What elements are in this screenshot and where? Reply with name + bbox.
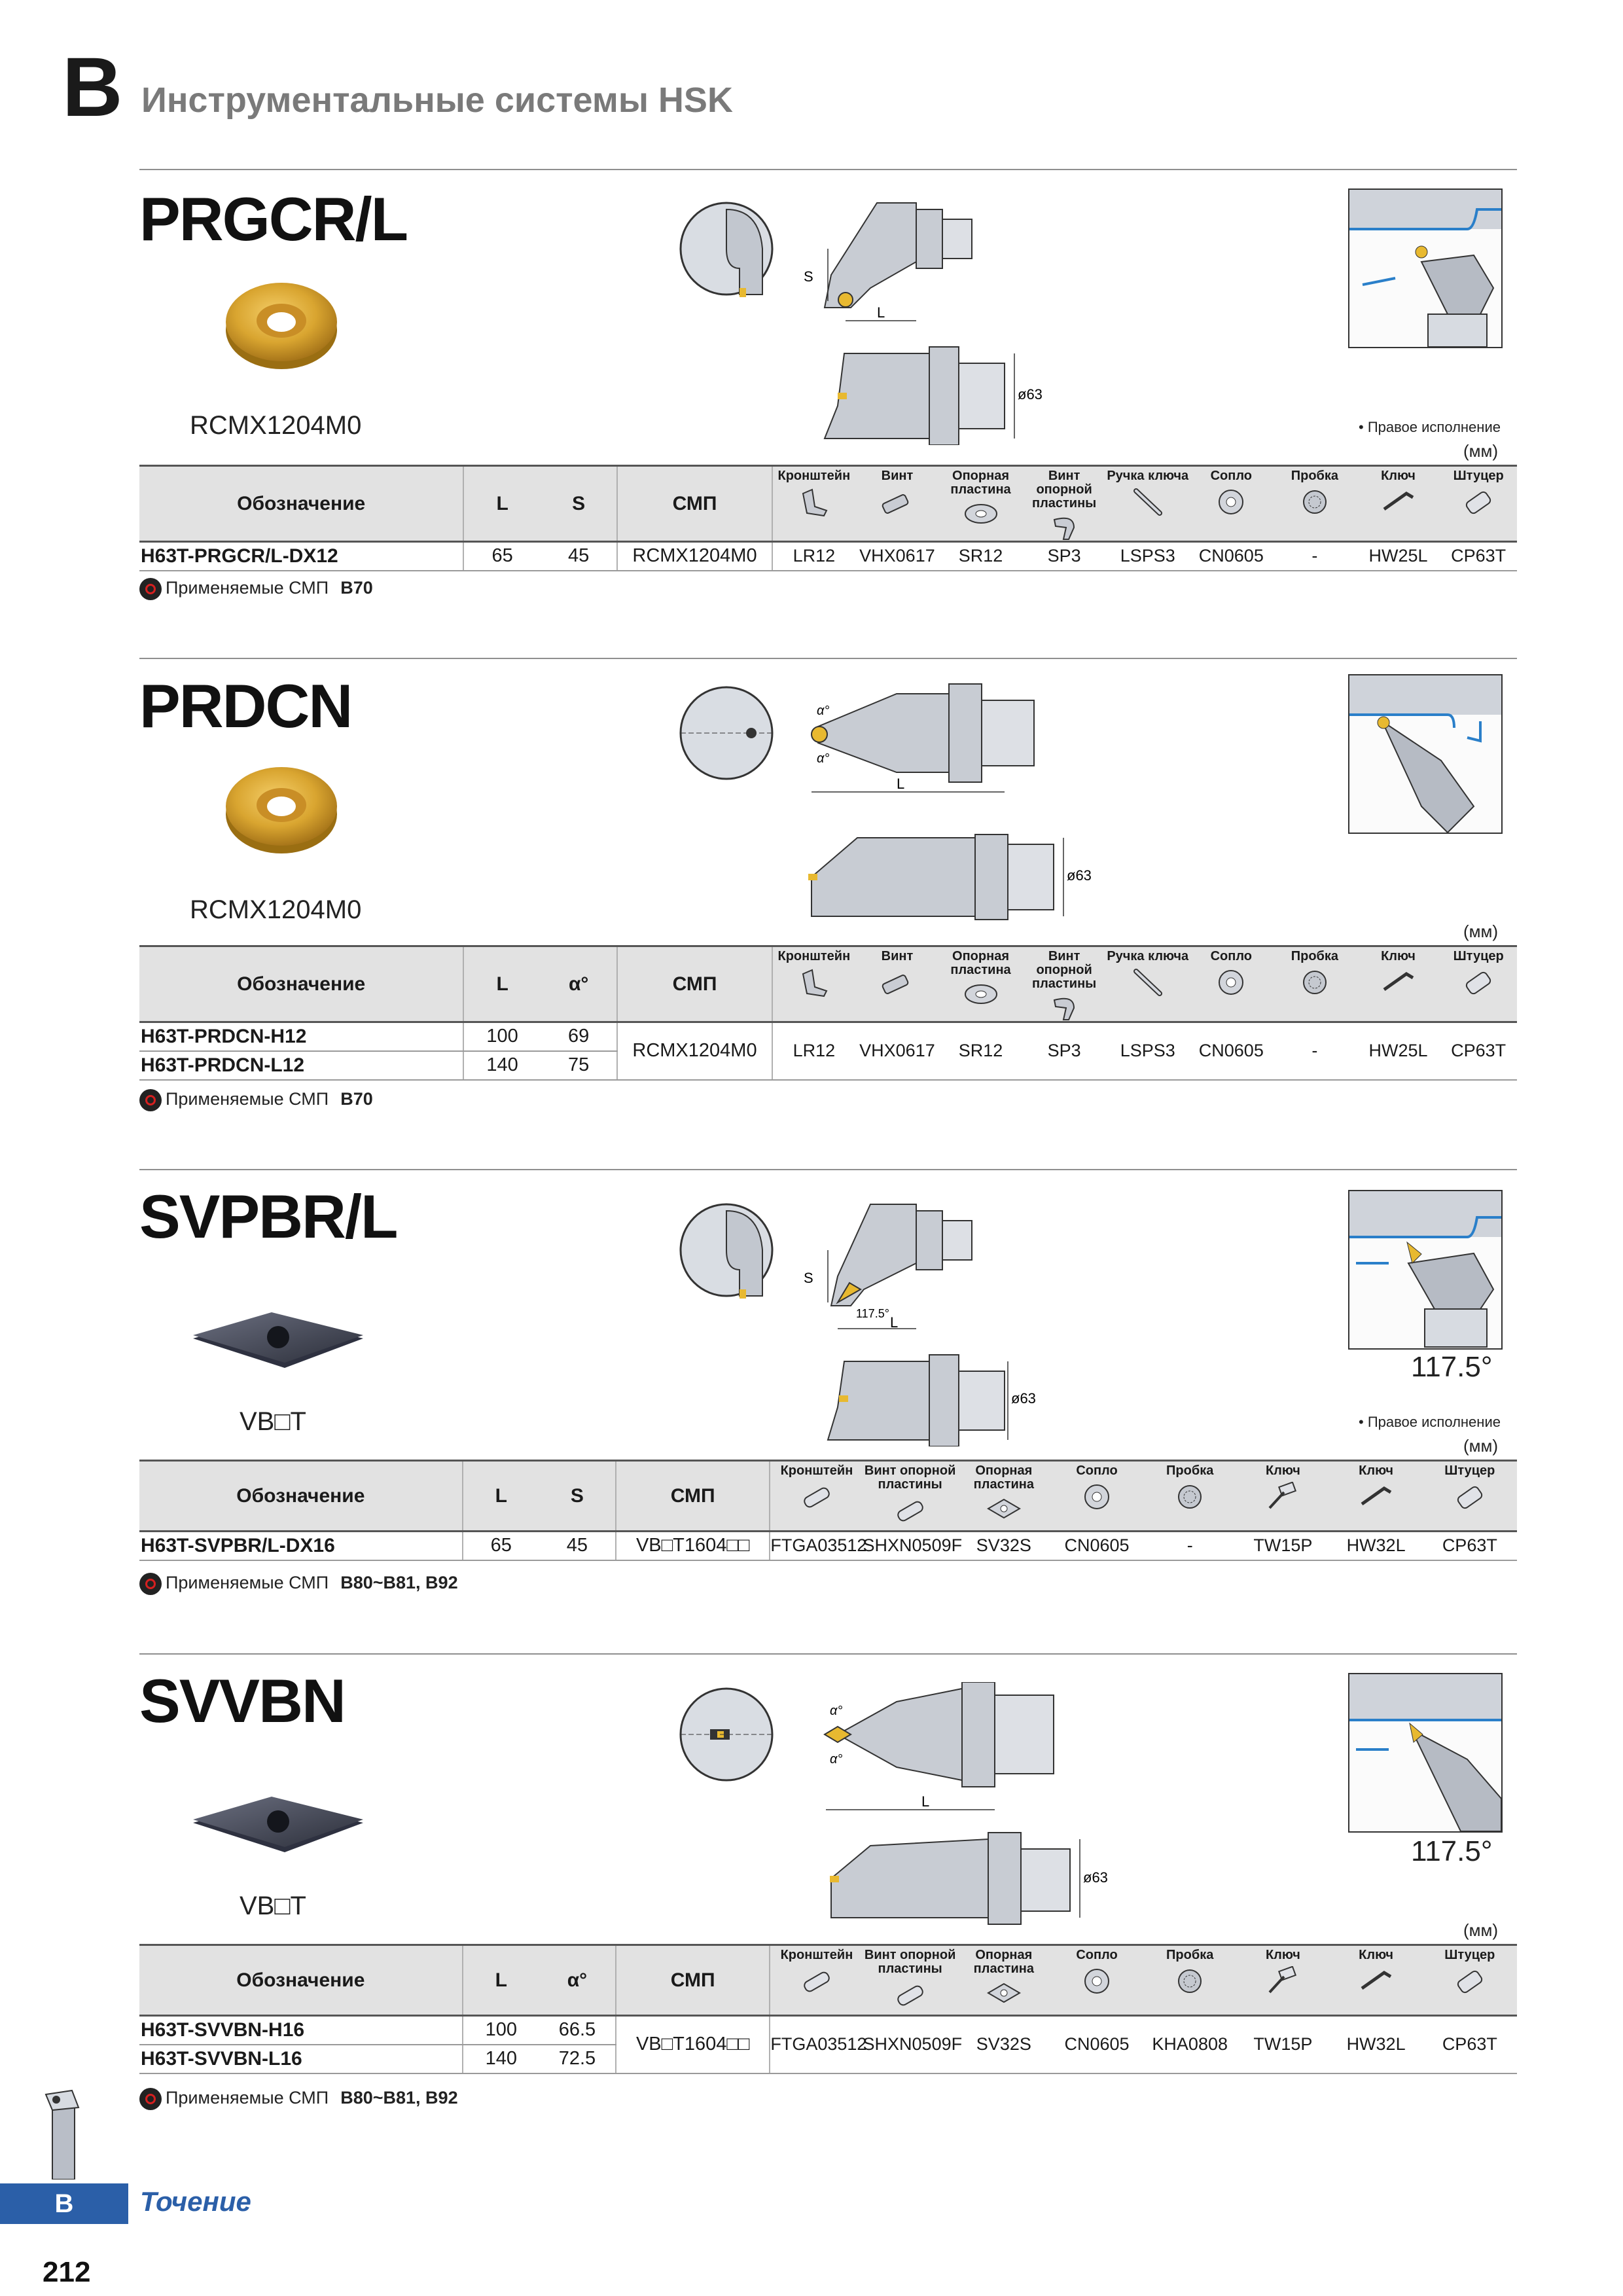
reference-arrow-icon: [139, 2088, 162, 2110]
shim-screw-icon: [1048, 995, 1080, 1021]
row-l: 100: [463, 1022, 541, 1051]
part-shim-screw: SP3: [1022, 1022, 1106, 1080]
acc-shim: Опорная пластина: [957, 1461, 1050, 1532]
shim-screw-icon: [1048, 514, 1080, 541]
row-insert: VB□T1604□□: [616, 1532, 770, 1560]
screw-icon: [879, 967, 916, 997]
spec-table: [139, 1460, 1517, 1561]
dim-angle-label: 117.5°: [856, 1307, 889, 1320]
clamp-icon: [798, 487, 830, 517]
part-clamp: LR12: [772, 542, 856, 571]
shim-icon: [963, 501, 999, 527]
fitting-icon: [1460, 487, 1497, 517]
acc-shim-screw: Винт опорной пластины: [863, 1461, 957, 1532]
part-nozzle: CN0605: [1190, 1022, 1274, 1080]
nozzle-icon: [1080, 1966, 1113, 1996]
dim-diameter-label: ø63: [1067, 867, 1092, 884]
dim-diameter-label: ø63: [1018, 386, 1043, 403]
row-insert: VB□T1604□□: [616, 2016, 770, 2073]
acc-shim: Опорная пластина: [957, 1945, 1050, 2016]
col-insert: СМП: [616, 1945, 770, 2016]
row-insert: RCMX1204M0: [617, 542, 772, 571]
part-wrench: HW32L: [1329, 1532, 1422, 1560]
hex-key-icon: [1358, 1482, 1395, 1508]
spec-table: [139, 1944, 1517, 2074]
clamp-icon: [798, 967, 830, 997]
section-title: PRGCR/L: [139, 185, 407, 253]
col-l: L: [463, 946, 541, 1022]
reference-arrow-icon: [139, 1573, 162, 1595]
section-title: SVPBR/L: [139, 1182, 397, 1251]
shim-icon: [963, 981, 999, 1007]
row-s: 45: [539, 1532, 616, 1560]
acc-clamp: Кронштейн: [772, 946, 856, 1022]
row-designation: H63T-PRDCN-H12: [139, 1022, 463, 1051]
acc-wrench: Ключ: [1329, 1945, 1422, 2016]
acc-plug: Пробка: [1143, 1461, 1236, 1532]
col-s: S: [539, 1461, 616, 1532]
acc-shim: Опорная пластина: [939, 946, 1023, 1022]
acc-torx-key: Ключ: [1236, 1945, 1329, 2016]
acc-nozzle: Сопло: [1190, 946, 1274, 1022]
applicable-inserts: Применяемые СМП B70: [139, 578, 373, 600]
acc-nozzle: Сопло: [1050, 1945, 1143, 2016]
dim-l-label: L: [877, 304, 885, 321]
part-shim: SR12: [939, 1022, 1023, 1080]
fitting-icon: [1452, 1482, 1488, 1512]
acc-wrench: Ключ: [1329, 1461, 1422, 1532]
col-designation: Обозначение: [139, 1945, 463, 2016]
plug-icon: [1298, 487, 1331, 517]
acc-plug: Пробка: [1273, 946, 1357, 1022]
part-key-handle: LSPS3: [1106, 542, 1190, 571]
part-shim: SV32S: [957, 1532, 1050, 1560]
part-shim-screw: SHXN0509F: [863, 1532, 957, 1560]
tool-drawing: [674, 1198, 1119, 1446]
nozzle-icon: [1215, 967, 1247, 997]
units-label: (мм): [1463, 1920, 1499, 1940]
torx-key-icon: [1264, 1482, 1301, 1512]
key-handle-icon: [1130, 967, 1166, 997]
acc-shim-screw: Винт опорной пластины: [863, 1945, 957, 2016]
clamp-screw-icon: [798, 1482, 835, 1512]
row-designation: H63T-SVPBR/L-DX16: [139, 1532, 463, 1560]
part-shim: SR12: [939, 542, 1023, 571]
row-s: 45: [541, 542, 618, 571]
acc-fitting: Штуцер: [1423, 1461, 1517, 1532]
round-insert-image: [223, 759, 340, 857]
part-screw: VHX0617: [855, 1022, 939, 1080]
acc-wrench: Ключ: [1357, 946, 1440, 1022]
row-designation: H63T-SVVBN-L16: [139, 2045, 463, 2073]
applicable-inserts: Применяемые СМП B80~B81, B92: [139, 1573, 458, 1595]
dim-alpha-label: α°: [817, 751, 830, 766]
spec-table: [139, 945, 1517, 1081]
acc-fitting: Штуцер: [1440, 946, 1517, 1022]
col-s: S: [541, 466, 618, 542]
row-l: 65: [463, 1532, 539, 1560]
units-label: (мм): [1463, 441, 1499, 461]
section-title: SVVBN: [139, 1666, 345, 1735]
section-divider: [139, 1169, 1517, 1170]
part-screw: VHX0617: [855, 542, 939, 571]
section-title: PRDCN: [139, 672, 352, 740]
dim-diameter-label: ø63: [1011, 1390, 1036, 1407]
dim-s-label: S: [804, 1270, 813, 1286]
part-fitting: CP63T: [1423, 1532, 1517, 1560]
part-torx-key: TW15P: [1236, 2016, 1329, 2073]
row-alpha: 72.5: [539, 2045, 616, 2073]
acc-shim-screw: Винт опорной пластины: [1022, 946, 1106, 1022]
row-l: 65: [463, 542, 541, 571]
plug-icon: [1173, 1482, 1206, 1512]
part-key-handle: LSPS3: [1106, 1022, 1190, 1080]
col-designation: Обозначение: [139, 946, 463, 1022]
acc-shim-screw: Винт опорной пластины: [1022, 466, 1106, 542]
acc-shim: Опорная пластина: [939, 466, 1023, 542]
part-wrench: HW32L: [1329, 2016, 1422, 2073]
dim-alpha-label: α°: [830, 1704, 843, 1718]
shim-icon: [986, 1980, 1022, 2006]
acc-fitting: Штуцер: [1440, 466, 1517, 542]
col-l: L: [463, 1945, 539, 2016]
key-handle-icon: [1130, 487, 1166, 517]
section-divider: [139, 658, 1517, 659]
round-insert-image: [223, 275, 340, 373]
shim-screw-icon: [892, 1496, 929, 1526]
part-wrench: HW25L: [1357, 1022, 1440, 1080]
chapter-letter: B: [62, 41, 123, 134]
nozzle-icon: [1215, 487, 1247, 517]
part-nozzle: CN0605: [1050, 1532, 1143, 1560]
version-note: • Правое исполнение: [1359, 1414, 1501, 1430]
part-fitting: CP63T: [1440, 1022, 1517, 1080]
plug-icon: [1173, 1966, 1206, 1996]
acc-plug: Пробка: [1143, 1945, 1236, 2016]
hex-key-icon: [1380, 967, 1417, 994]
acc-screw: Винт: [855, 466, 939, 542]
diamond-insert-image: [187, 1793, 370, 1859]
applicable-inserts: Применяемые СМП B80~B81, B92: [139, 2088, 458, 2110]
section-divider: [139, 1653, 1517, 1655]
application-photo: [1348, 1673, 1503, 1833]
fitting-icon: [1460, 967, 1497, 997]
tool-drawing: [674, 681, 1119, 936]
col-insert: СМП: [617, 466, 772, 542]
dim-l-label: L: [897, 776, 905, 792]
acc-nozzle: Сопло: [1190, 466, 1274, 542]
fitting-icon: [1452, 1966, 1488, 1996]
acc-wrench: Ключ: [1357, 466, 1440, 542]
part-shim-screw: SHXN0509F: [863, 2016, 957, 2073]
page-title: Инструментальные системы HSK: [141, 81, 733, 120]
version-note: • Правое исполнение: [1359, 419, 1501, 435]
row-alpha: 66.5: [539, 2016, 616, 2045]
col-insert: СМП: [616, 1461, 770, 1532]
part-plug: -: [1273, 1022, 1357, 1080]
application-photo: [1348, 1190, 1503, 1350]
col-l: L: [463, 466, 541, 542]
approach-angle: 117.5°: [1411, 1351, 1493, 1383]
torx-key-icon: [1264, 1966, 1301, 1996]
col-alpha: α°: [539, 1945, 616, 2016]
row-alpha: 69: [541, 1022, 618, 1051]
insert-label: VB□T: [240, 1892, 306, 1920]
application-photo: [1348, 674, 1503, 834]
dim-alpha-label: α°: [830, 1752, 843, 1767]
diamond-insert-image: [187, 1309, 370, 1374]
part-torx-key: TW15P: [1236, 1532, 1329, 1560]
dim-l-label: L: [921, 1793, 930, 1810]
row-l: 140: [463, 2045, 539, 2073]
screw-icon: [879, 487, 916, 517]
row-designation: H63T-SVVBN-H16: [139, 2016, 463, 2045]
col-designation: Обозначение: [139, 466, 463, 542]
acc-clamp: Кронштейн: [772, 466, 856, 542]
acc-nozzle: Сопло: [1050, 1461, 1143, 1532]
clamp-screw-icon: [798, 1966, 835, 1996]
acc-screw: Винт: [855, 946, 939, 1022]
chapter-tab[interactable]: B: [0, 2183, 128, 2224]
hex-key-icon: [1380, 487, 1417, 513]
part-shim: SV32S: [957, 2016, 1050, 2073]
applicable-inserts: Применяемые СМП B70: [139, 1089, 373, 1111]
part-plug: -: [1273, 542, 1357, 571]
col-l: L: [463, 1461, 539, 1532]
col-alpha: α°: [541, 946, 618, 1022]
insert-label: RCMX1204M0: [190, 411, 362, 440]
row-alpha: 75: [541, 1051, 618, 1080]
dim-s-label: S: [804, 268, 813, 285]
dim-alpha-label: α°: [817, 704, 830, 718]
part-clamp: LR12: [772, 1022, 856, 1080]
acc-torx-key: Ключ: [1236, 1461, 1329, 1532]
application-photo: [1348, 188, 1503, 348]
row-l: 140: [463, 1051, 541, 1080]
acc-key-handle: Ручка ключа: [1106, 466, 1190, 542]
acc-plug: Пробка: [1273, 466, 1357, 542]
part-fitting: CP63T: [1440, 542, 1517, 571]
acc-fitting: Штуцер: [1423, 1945, 1517, 2016]
insert-label: RCMX1204M0: [190, 895, 362, 924]
part-plug: -: [1143, 1532, 1236, 1560]
reference-arrow-icon: [139, 578, 162, 600]
units-label: (мм): [1463, 1436, 1499, 1456]
part-fitting: CP63T: [1423, 2016, 1517, 2073]
units-label: (мм): [1463, 922, 1499, 941]
section-divider: [139, 169, 1517, 170]
part-nozzle: CN0605: [1050, 2016, 1143, 2073]
turning-tool-icon: [39, 2088, 92, 2179]
row-designation: H63T-PRDCN-L12: [139, 1051, 463, 1080]
shim-icon: [986, 1496, 1022, 1522]
part-clamp: FTGA03512: [770, 2016, 863, 2073]
reference-arrow-icon: [139, 1089, 162, 1111]
row-l: 100: [463, 2016, 539, 2045]
insert-label: VB□T: [240, 1407, 306, 1436]
spec-table: [139, 465, 1517, 571]
dim-diameter-label: ø63: [1083, 1869, 1108, 1886]
dim-l-label: L: [890, 1314, 899, 1331]
shim-screw-icon: [892, 1980, 929, 2010]
row-designation: H63T-PRGCR/L-DX12: [139, 542, 463, 571]
acc-key-handle: Ручка ключа: [1106, 946, 1190, 1022]
part-clamp: FTGA03512: [770, 1532, 863, 1560]
chapter-name: Точение: [140, 2186, 251, 2217]
part-wrench: HW25L: [1357, 542, 1440, 571]
acc-clamp: Кронштейн: [770, 1945, 863, 2016]
nozzle-icon: [1080, 1482, 1113, 1512]
col-designation: Обозначение: [139, 1461, 463, 1532]
plug-icon: [1298, 967, 1331, 997]
hex-key-icon: [1358, 1966, 1395, 1992]
tool-drawing: [674, 196, 1119, 445]
page-number: 212: [43, 2256, 91, 2288]
part-plug: KHA0808: [1143, 2016, 1236, 2073]
tool-drawing: [674, 1682, 1119, 1931]
part-nozzle: CN0605: [1190, 542, 1274, 571]
part-shim-screw: SP3: [1022, 542, 1106, 571]
approach-angle: 117.5°: [1411, 1835, 1493, 1867]
row-insert: RCMX1204M0: [617, 1022, 772, 1080]
col-insert: СМП: [617, 946, 772, 1022]
acc-clamp: Кронштейн: [770, 1461, 863, 1532]
